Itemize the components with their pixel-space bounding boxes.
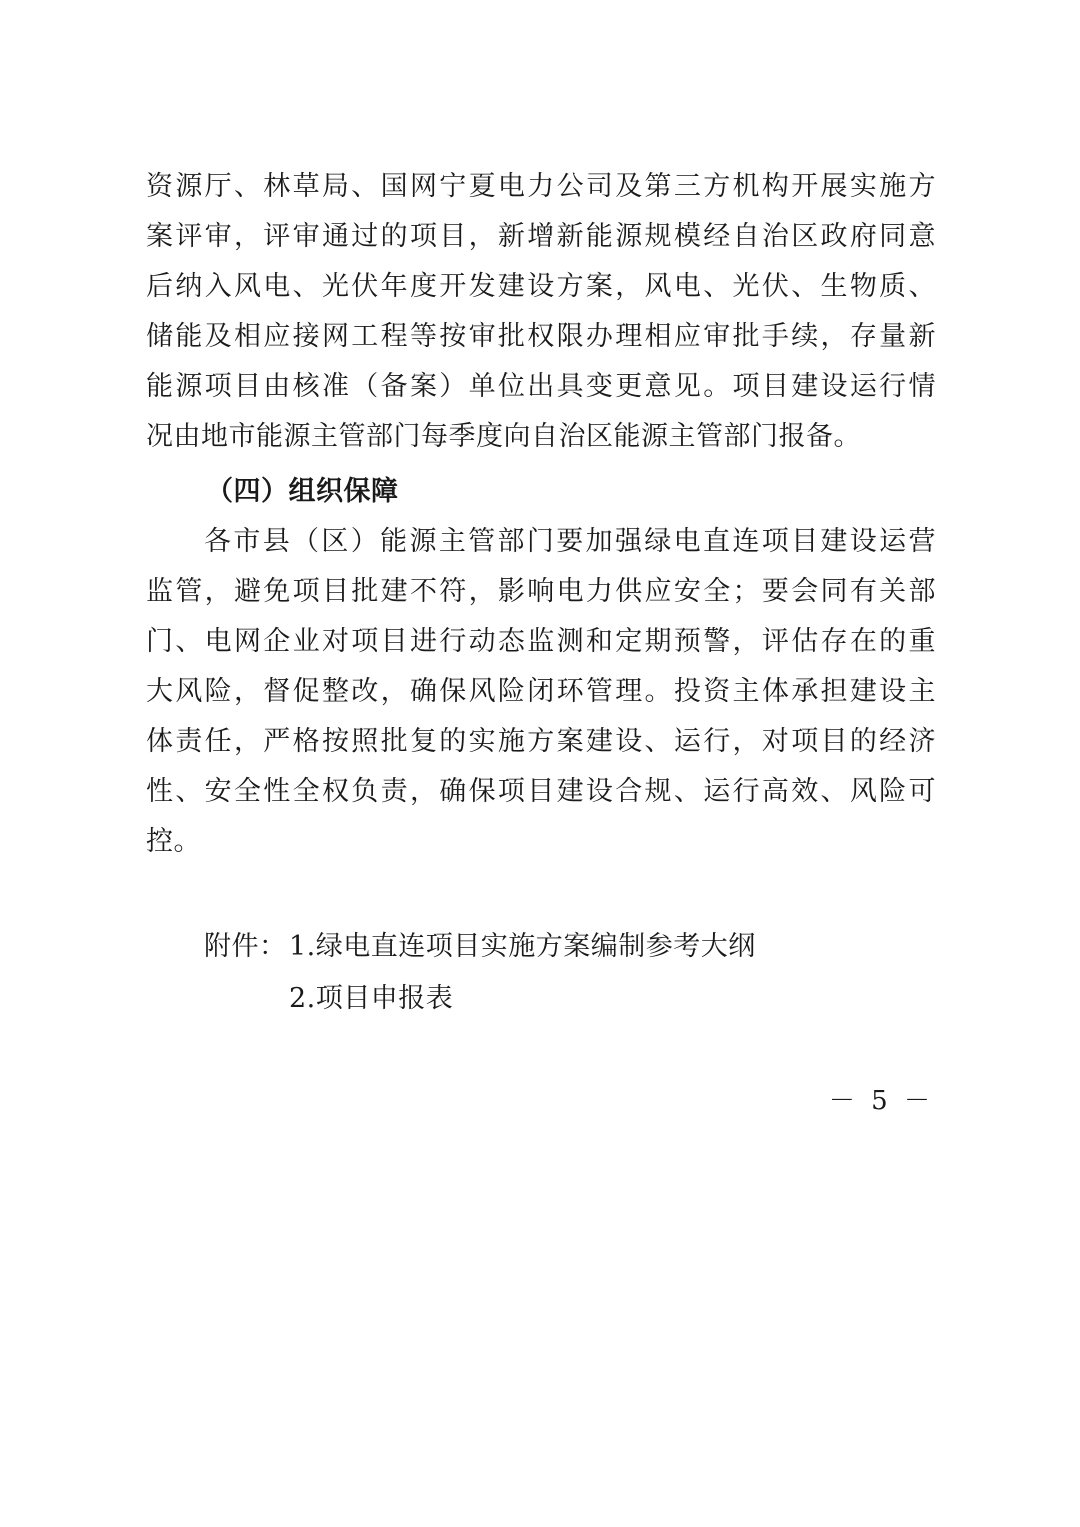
- paragraph-line: 各市县（区）能源主管部门要加强绿电直连项目建设运营: [204, 526, 936, 557]
- section-heading: （四）组织保障: [206, 476, 399, 507]
- paragraph-line: 门、电网企业对项目进行动态监测和定期预警，评估存在的重: [146, 626, 936, 657]
- paragraph-line: 况由地市能源主管部门每季度向自治区能源主管部门报备。: [146, 421, 861, 452]
- paragraph-line: 大风险，督促整改，确保风险闭环管理。投资主体承担建设主: [146, 676, 936, 707]
- paragraph-2: [146, 517, 936, 867]
- paragraph-line: 性、安全性全权负责，确保项目建设合规、运行高效、风险可: [146, 776, 936, 807]
- attachment-item: 1.绿电直连项目实施方案编制参考大纲: [289, 931, 756, 962]
- paragraph-line: 能源项目由核准（备案）单位出具变更意见。项目建设运行情: [146, 371, 936, 402]
- paragraph-line: 监管，避免项目批建不符，影响电力供应安全；要会同有关部: [146, 576, 936, 607]
- paragraph-line: 案评审，评审通过的项目，新增新能源规模经自治区政府同意: [146, 221, 936, 252]
- attachment-item: 2.项目申报表: [289, 983, 454, 1014]
- paragraph-line: 体责任，严格按照批复的实施方案建设、运行，对项目的经济: [146, 726, 936, 757]
- paragraph-line: 资源厅、林草局、国网宁夏电力公司及第三方机构开展实施方: [146, 171, 936, 202]
- paragraph-line: 控。: [146, 826, 201, 857]
- paragraph-1: [146, 162, 936, 462]
- section-heading-block: [146, 467, 936, 517]
- attachments-label: 附件：: [204, 931, 287, 962]
- paragraph-line: 储能及相应接网工程等按审批权限办理相应审批手续，存量新: [146, 321, 936, 352]
- paragraph-line: 后纳入风电、光伏年度开发建设方案，风电、光伏、生物质、: [146, 271, 936, 302]
- page-number: － 5 －: [828, 1086, 934, 1116]
